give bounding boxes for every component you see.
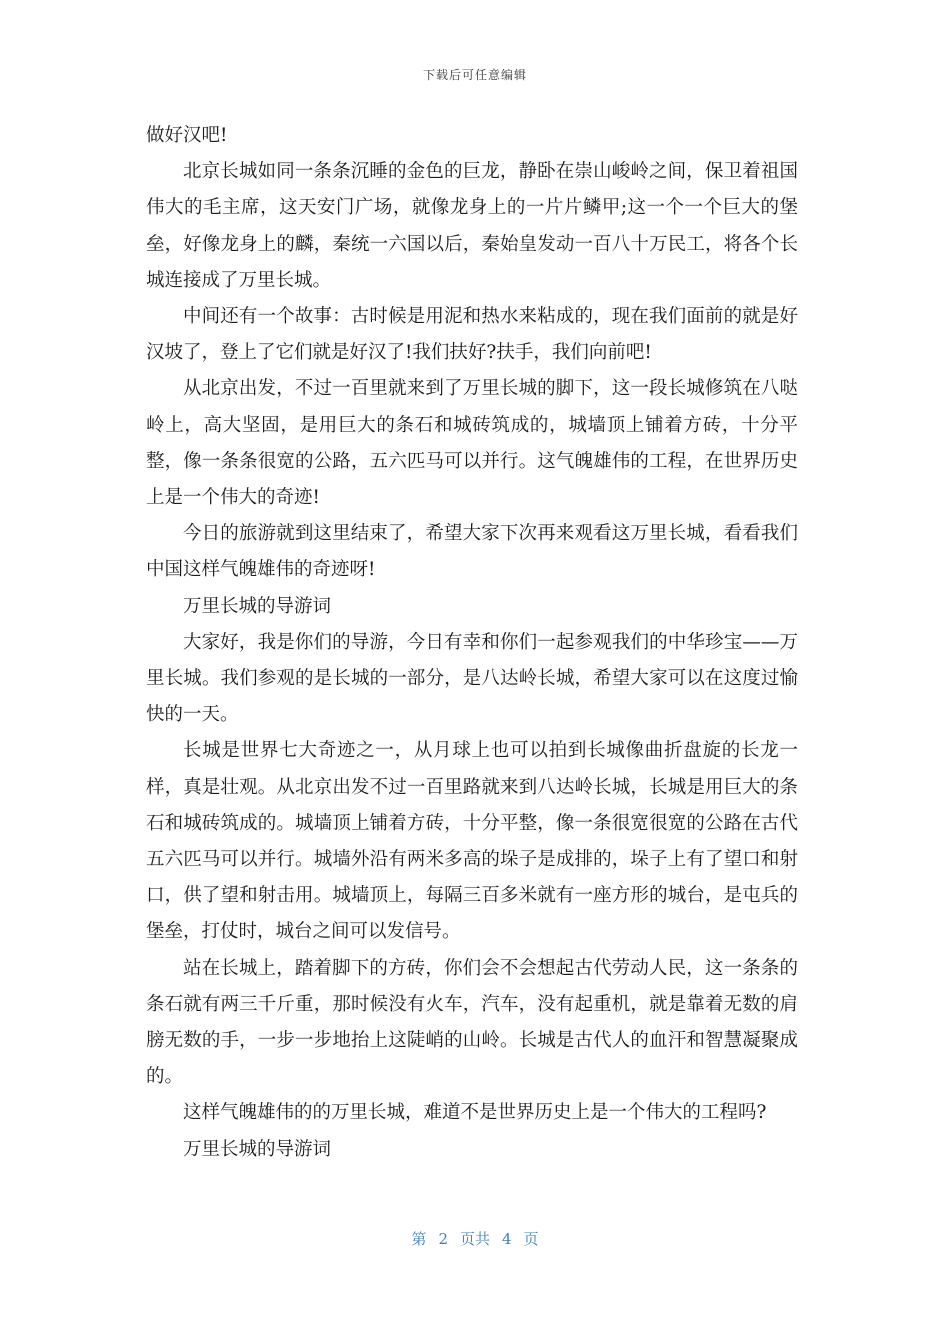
document-body [146,118,798,1168]
paragraph-5: 今日的旅游就到这里结束了，希望大家下次再来观看这万里长城，看看我们中国这样气魄雄伟的奇迹呀! [146,523,798,581]
footer-current-page: 2 [438,1230,448,1248]
page-header: 下载后可任意编辑 [422,68,527,82]
paragraph-9: 站在长城上，踏着脚下的方砖，你们会不会想起古代劳动人民，这一条条的条石就有两三千斤重，那时候没有火车，汽车，没有起重机，就是靠着无数的肩膀无数的手，一步一步地抬上这陡峭的山岭。长城是古代人的血汗和智慧凝聚成的。 [146,957,798,1088]
footer-label-of: 页共 [459,1230,490,1248]
footer-label-pages: 页 [523,1230,539,1248]
paragraph-8: 长城是世界七大奇迹之一，从月球上也可以拍到长城像曲折盘旋的长龙一样，真是壮观。从北京出发不过一百里路就来到八达岭长城，长城是用巨大的条石和城砖筑成的。城墙顶上铺着方砖，十分平整，像一条很宽很宽的公路在古代五六匹马可以并行。城墙外沿有两米多高的垛子是成排的，垛子上有了望口和射口，供了望和射击用。城墙顶上，每隔三百多米就有一座方形的城台，是屯兵的堡垒，打仗时，城台之间可以发信号。 [146,740,798,943]
footer-label-page: 第 [411,1230,427,1248]
paragraph-7: 大家好，我是你们的导游，今日有幸和你们一起参观我们的中华珍宝——万里长城。我们参观的是长城的一部分，是八达岭长城，希望大家可以在这度过愉快的一天。 [146,631,798,726]
section-title-2: 万里长城的导游词 [183,1138,332,1160]
footer-total-pages: 4 [502,1230,512,1248]
page-footer [0,1228,950,1249]
section-title-1: 万里长城的导游词 [183,595,332,617]
paragraph-3: 中间还有一个故事：古时候是用泥和热水来粘成的，现在我们面前的就是好汉坡了，登上了它们就是好汉了!我们扶好?扶手，我们向前吧! [146,306,798,364]
paragraph-10: 这样气魄雄伟的的万里长城，难道不是世界历史上是一个伟大的工程吗? [183,1102,767,1124]
paragraph-4: 从北京出发，不过一百里就来到了万里长城的脚下，这一段长城修筑在八哒岭上，高大坚固，是用巨大的条石和城砖筑成的，城墙顶上铺着方砖，十分平整，像一条条很宽的公路，五六匹马可以并行。这气魄雄伟的工程，在世界历史上是一个伟大的奇迹! [146,378,798,509]
paragraph-1: 做好汉吧! [146,125,228,146]
paragraph-2: 北京长城如同一条条沉睡的金色的巨龙，静卧在崇山峻岭之间，保卫着祖国伟大的毛主席，这天安门广场，就像龙身上的一片片鳞甲;这一个一个巨大的堡垒，好像龙身上的麟，秦统一六国以后，秦始皇发动一百八十万民工，将各个长城连接成了万里长城。 [146,161,798,291]
